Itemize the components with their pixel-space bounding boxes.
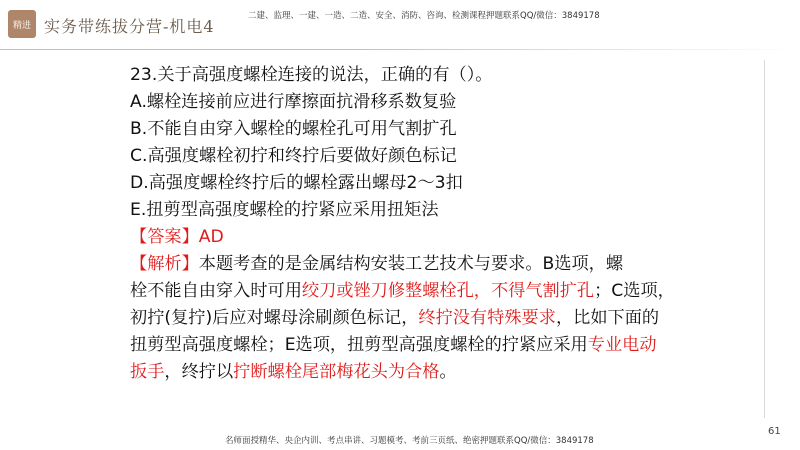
footer-contact-note: 名师面授精华、央企内训、考点串讲、习题模考、考前三页纸、绝密押题联系QQ/微信：3849178	[225, 436, 594, 446]
course-title: 实务带练拔分营-机电4	[44, 17, 215, 36]
option-d: D.高强度螺栓终拧后的螺栓露出螺母2～3扣	[130, 173, 463, 193]
analysis-line-1	[130, 251, 690, 278]
analysis-line-2	[130, 278, 690, 305]
analysis-text: ，终拧以	[164, 362, 234, 382]
answer-value: AD	[198, 227, 224, 247]
slide-content	[130, 62, 690, 386]
analysis-text: ，比如下面的	[555, 308, 660, 328]
right-border-line	[764, 60, 765, 418]
analysis-label: 【解析】	[130, 254, 199, 274]
analysis-highlight: 扳手	[130, 362, 165, 382]
option-a: A.螺栓连接前应进行摩擦面抗滑移系数复验	[130, 92, 457, 112]
analysis-line-4	[130, 332, 690, 359]
header-divider	[0, 49, 800, 50]
option-e: E.扭剪型高强度螺栓的拧紧应采用扭矩法	[130, 200, 439, 220]
question-stem: 23.关于高强度螺栓连接的说法，正确的有（）。	[130, 65, 493, 85]
analysis-text: 初拧(复拧)后应对螺母涂刷颜色标记，	[130, 308, 419, 328]
analysis-line-3	[130, 305, 690, 332]
analysis-highlight: 专业电动	[587, 335, 657, 355]
analysis-highlight: 终拧没有特殊要求	[418, 308, 556, 328]
logo	[8, 10, 36, 38]
answer-label: 【答案】	[130, 227, 199, 247]
option-c: C.高强度螺栓初拧和终拧后要做好颜色标记	[130, 146, 457, 166]
analysis-text: 本题考查的是金属结构安装工艺技术与要求。B选项，螺	[198, 254, 624, 274]
option-b: B.不能自由穿入螺栓的螺栓孔可用气割扩孔	[130, 119, 457, 139]
analysis-text: 扭剪型高强度螺栓；E选项，扭剪型高强度螺栓的拧紧应采用	[130, 335, 588, 355]
analysis-text: 。	[439, 362, 457, 382]
analysis-highlight: 拧断螺栓尾部梅花头为合格	[233, 362, 440, 382]
header	[0, 0, 800, 40]
logo-text: 精进	[12, 20, 31, 31]
header-contact-note: 二建、监理、一建、一造、二造、安全、消防、咨询、检测课程押题联系QQ/微信：3849178	[248, 11, 600, 21]
page-number: 61	[768, 426, 781, 437]
analysis-text: 栓不能自由穿入时可用	[130, 281, 302, 301]
analysis-highlight: 绞刀或锉刀修整螺栓孔，不得气割扩孔	[301, 281, 595, 301]
analysis-line-5	[130, 359, 690, 386]
analysis-text: ；C选项，	[594, 281, 675, 301]
answer-line	[130, 224, 690, 251]
